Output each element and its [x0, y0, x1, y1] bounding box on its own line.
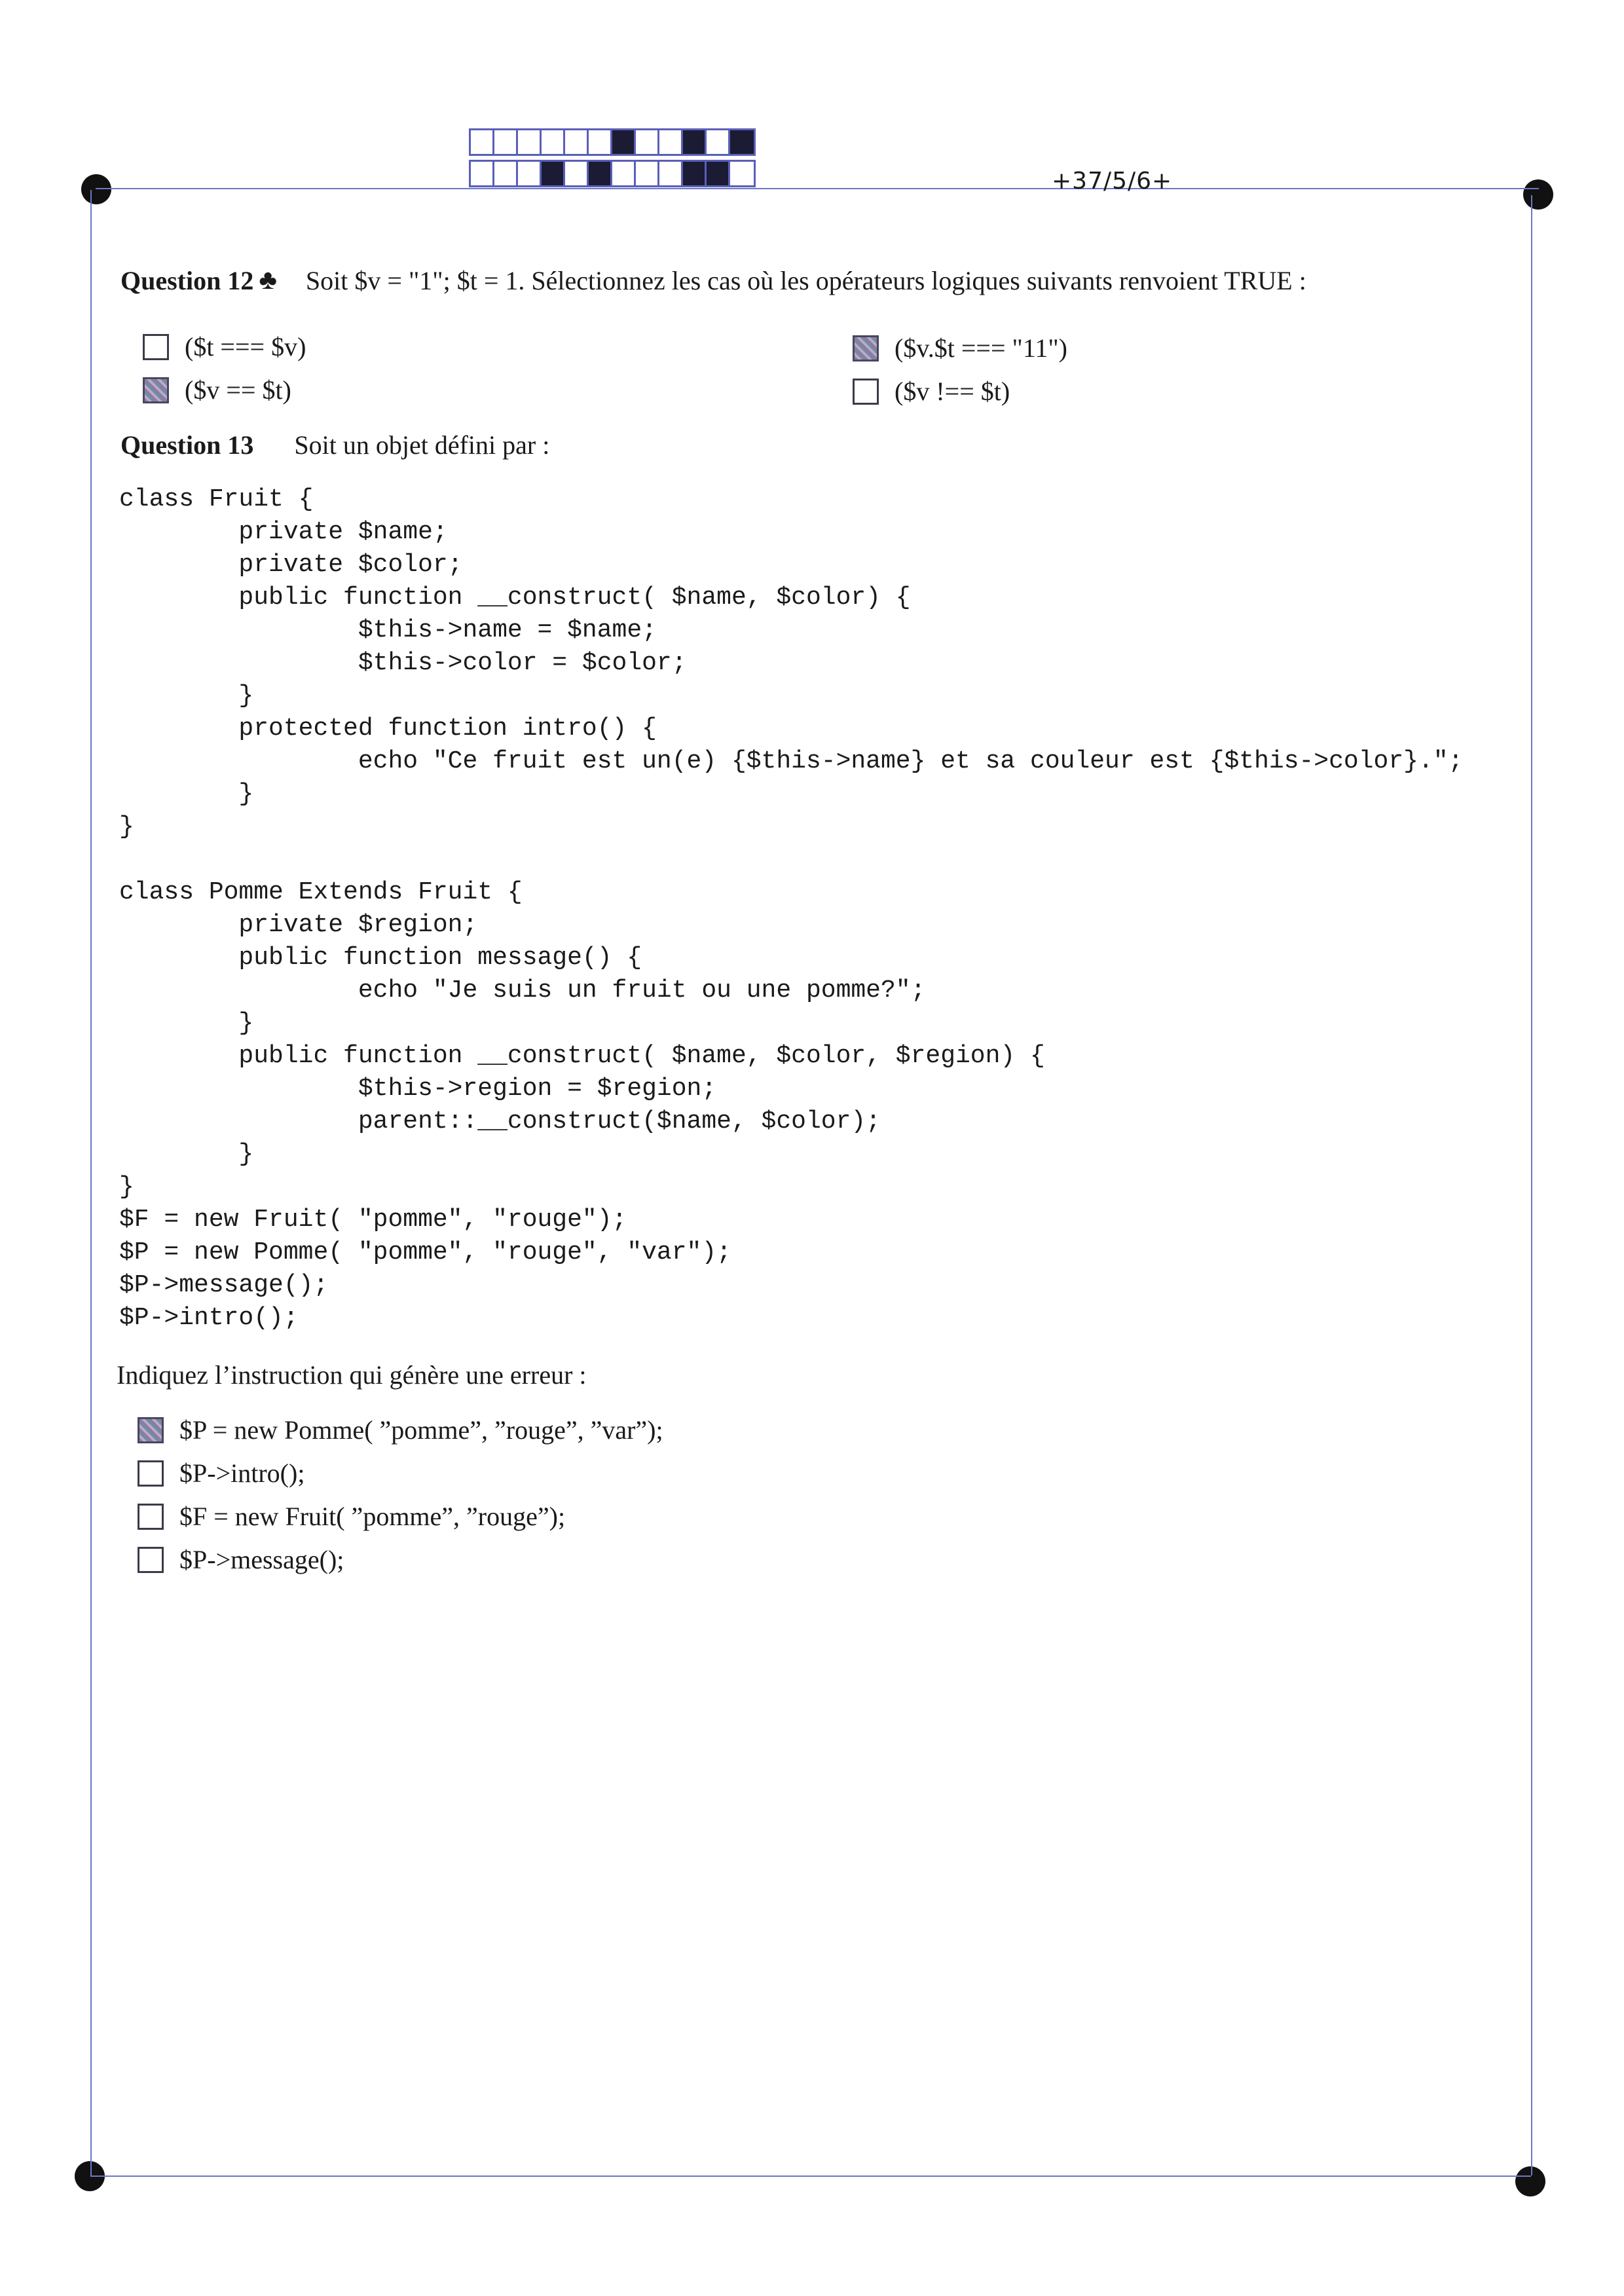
q13-option-3[interactable]: [138, 1501, 565, 1532]
barcode-cell: [565, 162, 589, 185]
q13-option-2-label: $P->intro();: [179, 1458, 305, 1488]
barcode-cell: [518, 162, 542, 185]
barcode-cell: [683, 130, 707, 154]
barcode-cell: [659, 162, 683, 185]
q13-option-3-checkbox[interactable]: [138, 1504, 164, 1530]
q13-option-2[interactable]: [138, 1458, 304, 1489]
q13-option-1[interactable]: [138, 1415, 663, 1445]
barcode-cell: [494, 130, 518, 154]
barcode-cell: [542, 130, 565, 154]
question-12-text: Soit $v = "1"; $t = 1. Sélectionnez les cas où les opérateurs logiques suivants renvoient TRUE :: [305, 265, 1306, 295]
code-listing: class Fruit { private $name; private $color; public function __construct( $name, $color) { $this->name = $name; $this->color = $color; } protected function intro() { echo "Ce fruit est un(e) {$this->name} et sa couleur est {$this->color}."; } } class Pomme Extends Fruit { private $region; public function message() { echo "Je suis un fruit ou une pomme?"; } public function __construct( $name, $color, $region) { $this->region = $region; parent::__construct($name, $color); } } $F = new Fruit( "pomme", "rouge"); $P = new Pomme( "pomme", "rouge", "var"); $P->message(); $P->intro();: [119, 485, 1464, 1332]
corner-marker-top-left: [81, 174, 111, 204]
barcode-cell: [612, 130, 636, 154]
q13-option-3-label: $F = new Fruit( ”pomme”, ”rouge”);: [179, 1502, 566, 1531]
q13-option-4[interactable]: [138, 1544, 344, 1575]
q12-option-2[interactable]: [853, 333, 1067, 363]
id-barcode-row-1: [469, 128, 756, 156]
frame-right-line: [1531, 195, 1532, 2176]
question-13-prompt: Indiquez l’instruction qui génère une erreur :: [117, 1360, 587, 1390]
copy-identifier: +37/5/6+: [1052, 168, 1173, 194]
q12-option-1[interactable]: [143, 331, 306, 362]
barcode-cell: [471, 162, 494, 185]
barcode-cell: [707, 130, 730, 154]
barcode-cell: [636, 130, 659, 154]
question-13-title: Question 13: [120, 430, 254, 460]
question-13-text: Soit un objet défini par :: [294, 430, 550, 460]
barcode-cell: [471, 130, 494, 154]
q13-option-2-checkbox[interactable]: [138, 1460, 164, 1487]
q12-option-2-checkbox[interactable]: [853, 335, 879, 361]
frame-bottom-line: [90, 2176, 1531, 2177]
q12-option-1-checkbox[interactable]: [143, 334, 169, 360]
barcode-cell: [494, 162, 518, 185]
q13-option-1-checkbox[interactable]: [138, 1417, 164, 1443]
q13-option-1-label: $P = new Pomme( ”pomme”, ”rouge”, ”var”);: [179, 1415, 663, 1445]
question-12-header: [120, 265, 1306, 296]
barcode-cell: [730, 162, 754, 185]
barcode-cell: [542, 162, 565, 185]
id-barcode-row-2: [469, 160, 756, 187]
frame-top-line: [96, 188, 1539, 189]
corner-marker-bottom-right: [1515, 2166, 1545, 2196]
question-12-title: Question 12: [120, 265, 254, 295]
frame-left-line: [90, 190, 92, 2176]
question-13-header: [120, 430, 549, 460]
q13-option-4-checkbox[interactable]: [138, 1547, 164, 1573]
barcode-cell: [730, 130, 754, 154]
q12-option-3-checkbox[interactable]: [143, 377, 169, 403]
q12-option-3-label: ($v == $t): [185, 375, 291, 405]
q12-option-2-label: ($v.$t === "11"): [895, 333, 1068, 363]
q13-option-4-label: $P->message();: [179, 1545, 344, 1574]
q12-option-1-label: ($t === $v): [185, 332, 306, 361]
club-icon: ♣: [259, 265, 277, 295]
barcode-cell: [659, 130, 683, 154]
q12-option-4[interactable]: [853, 376, 1010, 407]
q12-option-3[interactable]: [143, 375, 291, 405]
barcode-cell: [636, 162, 659, 185]
barcode-cell: [589, 162, 612, 185]
barcode-cell: [683, 162, 707, 185]
barcode-cell: [707, 162, 730, 185]
corner-marker-top-right: [1523, 179, 1553, 210]
barcode-cell: [565, 130, 589, 154]
q12-option-4-checkbox[interactable]: [853, 379, 879, 405]
barcode-cell: [589, 130, 612, 154]
barcode-cell: [612, 162, 636, 185]
q12-option-4-label: ($v !== $t): [895, 377, 1010, 406]
barcode-cell: [518, 130, 542, 154]
